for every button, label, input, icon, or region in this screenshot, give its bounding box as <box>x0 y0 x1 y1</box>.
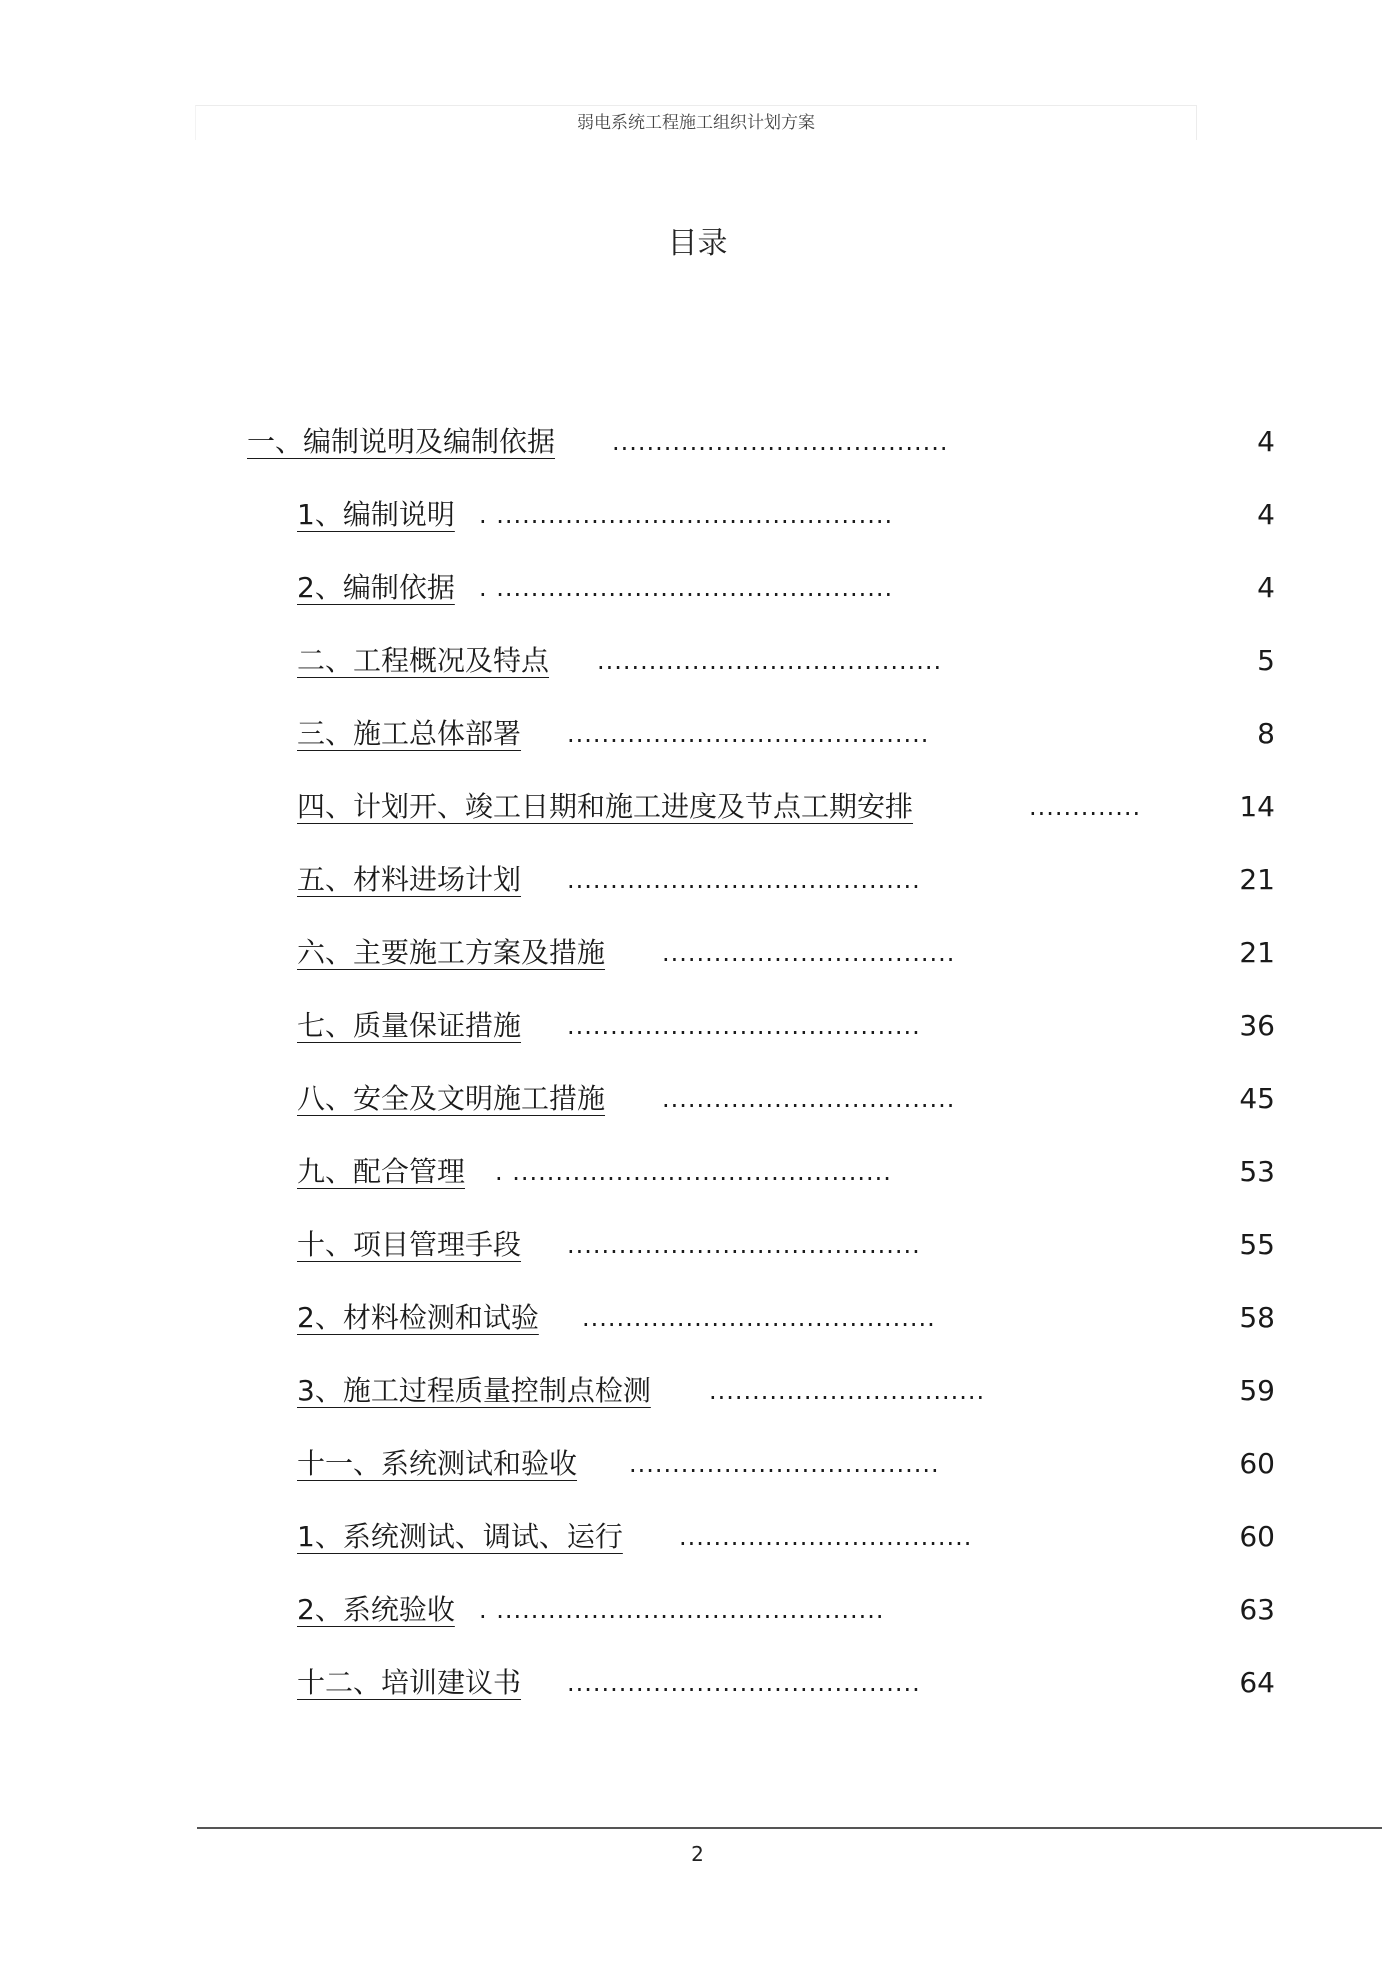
toc-entry-label[interactable]: 五、材料进场计划 <box>297 863 522 896</box>
toc-entry-page[interactable]: 45 <box>1239 1082 1275 1115</box>
toc-entry-label[interactable]: 二、工程概况及特点 <box>297 644 550 677</box>
toc-entry-page[interactable]: 4 <box>1257 571 1275 604</box>
toc-entry-label[interactable]: 四、计划开、竣工日期和施工进度及节点工期安排 <box>297 790 914 823</box>
toc-entry-page[interactable]: 21 <box>1239 936 1275 969</box>
toc-entry-label[interactable]: 十、项目管理手段 <box>297 1228 522 1261</box>
toc-entry-page[interactable]: 21 <box>1239 863 1275 896</box>
toc-entry-leader: . .............................................. <box>479 501 894 529</box>
toc-entry-page[interactable]: 64 <box>1239 1666 1275 1699</box>
toc-entry-leader: ......................................... <box>567 1231 921 1259</box>
toc-entry-leader: .................................... <box>629 1450 940 1478</box>
header-title: 弱电系统工程施工组织计划方案 <box>577 113 815 133</box>
toc-entry-leader: ......................................... <box>567 1669 921 1697</box>
toc-entry-page[interactable]: 4 <box>1257 498 1275 531</box>
toc-entry-leader: ......................................... <box>567 866 921 894</box>
toc-entry-page[interactable]: 8 <box>1257 717 1275 750</box>
toc-entry-leader: ................................ <box>709 1377 986 1405</box>
toc-entry-page[interactable]: 36 <box>1239 1009 1275 1042</box>
toc-entry-page[interactable]: 53 <box>1239 1155 1275 1188</box>
toc-entry-label[interactable]: 八、安全及文明施工措施 <box>297 1082 606 1115</box>
page-number: 2 <box>691 1842 704 1866</box>
toc-entry-label[interactable]: 十二、培训建议书 <box>297 1666 522 1699</box>
toc-title: 目录 <box>667 226 728 261</box>
toc-entry-label[interactable]: 十一、系统测试和验收 <box>297 1447 578 1480</box>
toc-entry-label[interactable]: 2、系统验收 <box>297 1593 455 1626</box>
toc-entry-leader: ....................................... <box>612 428 949 456</box>
toc-entry-label[interactable]: 一、编制说明及编制依据 <box>247 425 556 458</box>
toc-entry-label[interactable]: 九、配合管理 <box>297 1155 466 1188</box>
toc-entry-label[interactable]: 三、施工总体部署 <box>297 717 522 750</box>
toc-entry-page[interactable]: 55 <box>1239 1228 1275 1261</box>
toc-entry-leader: . .............................................. <box>479 574 894 602</box>
toc-entry-leader: . ............................................ <box>495 1158 892 1186</box>
toc-entry-page[interactable]: 14 <box>1239 790 1275 823</box>
footer-divider <box>197 1827 1382 1829</box>
toc-entry-label[interactable]: 2、编制依据 <box>297 571 455 604</box>
toc-entry-page[interactable]: 59 <box>1239 1374 1275 1407</box>
toc-entry-label[interactable]: 1、编制说明 <box>297 498 455 531</box>
toc-entry-leader: . ............................................. <box>479 1596 885 1624</box>
toc-entry-label[interactable]: 六、主要施工方案及措施 <box>297 936 606 969</box>
toc-entry-label[interactable]: 3、施工过程质量控制点检测 <box>297 1374 651 1407</box>
toc-entry-leader: .................................. <box>662 939 956 967</box>
toc-entry-label[interactable]: 七、质量保证措施 <box>297 1009 522 1042</box>
toc-entry-leader: .......................................... <box>567 720 930 748</box>
toc-entry-label[interactable]: 2、材料检测和试验 <box>297 1301 539 1334</box>
toc-entry-page[interactable]: 4 <box>1257 425 1275 458</box>
toc-entry-leader: .................................. <box>679 1523 973 1551</box>
toc-entry-leader: ......................................... <box>567 1012 921 1040</box>
toc-entry-label[interactable]: 1、系统测试、调试、运行 <box>297 1520 623 1553</box>
toc-entry-leader: ........................................ <box>597 647 943 675</box>
toc-entry-leader: ......................................... <box>582 1304 936 1332</box>
toc-entry-page[interactable]: 60 <box>1239 1520 1275 1553</box>
toc-entry-leader: .................................. <box>662 1085 956 1113</box>
toc-entry-page[interactable]: 5 <box>1257 644 1275 677</box>
toc-entry-page[interactable]: 58 <box>1239 1301 1275 1334</box>
toc-entry-page[interactable]: 60 <box>1239 1447 1275 1480</box>
toc-entry-page[interactable]: 63 <box>1239 1593 1275 1626</box>
toc-entry-leader: ............. <box>1029 793 1142 821</box>
